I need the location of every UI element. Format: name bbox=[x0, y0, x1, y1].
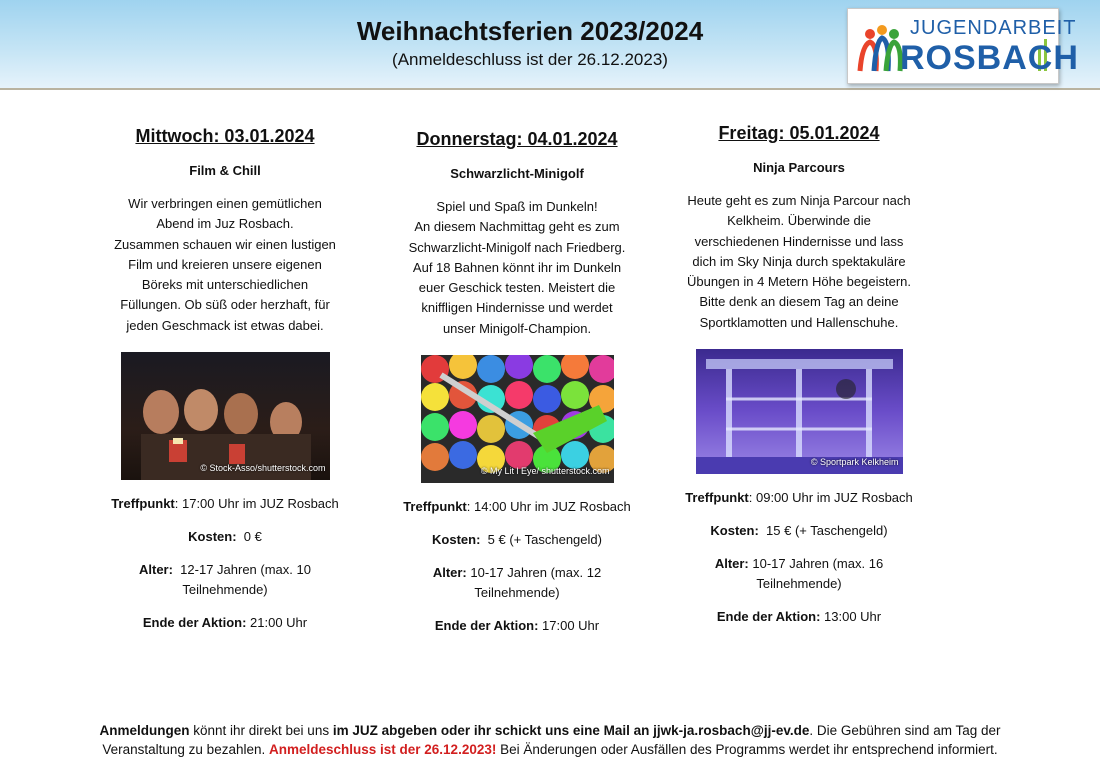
ninja-parcours-hall-photo bbox=[696, 349, 903, 474]
event-day: Donnerstag: 04.01.2024 bbox=[416, 129, 618, 149]
event-title: Film & Chill bbox=[189, 163, 261, 178]
footer-anmeldungen: Anmeldungen bbox=[99, 723, 190, 738]
page-subtitle: (Anmeldeschluss ist der 26.12.2023) bbox=[392, 50, 668, 69]
event-column-friday bbox=[674, 121, 924, 640]
photo-credit: © My Lit l Eye/ shutterstock.com bbox=[480, 465, 610, 476]
ende-line: Ende der Aktion: 17:00 Uhr bbox=[434, 618, 600, 634]
event-title: Ninja Parcours bbox=[753, 160, 845, 175]
kosten-line: Kosten: 15 € (+ Taschengeld) bbox=[710, 523, 888, 539]
event-day: Mittwoch: 03.01.2024 bbox=[135, 126, 315, 146]
footer-email-text: im JUZ abgeben oder ihr schickt uns eine Mail an jjwk-ja.rosbach@jj-ev.de bbox=[332, 723, 810, 738]
minigolf-balls-photo bbox=[421, 355, 614, 483]
event-day: Freitag: 05.01.2024 bbox=[718, 123, 880, 143]
registration-footer: Anmeldungen könnt ihr direkt bei uns im JUZ abgeben oder ihr schickt uns eine Mail an jjwk-ja.rosbach@jj-ev.de. Die Gebühren sind am Tag der Veranstaltung zu bezahlen. Anmeldeschluss ist der 26.12.2023! Bei Änderungen oder Ausfällen des Programms werdet ihr entsprechend informiert. bbox=[99, 723, 1001, 757]
treffpunkt-line: Treffpunkt: 17:00 Uhr im JUZ Rosbach bbox=[111, 496, 339, 512]
event-description: Spiel und Spaß im Dunkeln! An diesem Nachmittag geht es zum Schwarzlicht-Minigolf nach Friedberg. Auf 18 Bahnen könnt ihr im Dunkeln euer Geschick testen. Meistert die kniffligen Hindernisse und werdet unser Minigolf-Champion. bbox=[408, 199, 626, 336]
alter-line: Alter: 10-17 Jahren (max. 16 Teilnehmende) bbox=[714, 556, 884, 592]
ende-line: Ende der Aktion: 13:00 Uhr bbox=[716, 609, 882, 625]
logo-text-top: JUGENDARBEIT bbox=[910, 17, 1077, 39]
event-title: Schwarzlicht-Minigolf bbox=[450, 166, 584, 181]
ende-line: Ende der Aktion: 21:00 Uhr bbox=[142, 615, 308, 631]
event-info bbox=[674, 488, 924, 627]
treffpunkt-line: Treffpunkt: 14:00 Uhr im JUZ Rosbach bbox=[403, 499, 631, 515]
alter-line: Alter: 12-17 Jahren (max. 10 Teilnehmende) bbox=[139, 562, 311, 598]
treffpunkt-line: Treffpunkt: 09:00 Uhr im JUZ Rosbach bbox=[685, 490, 913, 506]
event-info bbox=[392, 497, 642, 636]
event-column-thursday bbox=[392, 127, 642, 649]
page-title: Weihnachtsferien 2023/2024 bbox=[356, 16, 704, 46]
event-column-wednesday bbox=[100, 124, 350, 646]
event-info bbox=[100, 494, 350, 633]
alter-line: Alter: 10-17 Jahren (max. 12 Teilnehmende) bbox=[432, 565, 602, 601]
logo-text-bottom: ROSBACH bbox=[900, 39, 1079, 77]
photo-credit: © Stock-Asso/shutterstock.com bbox=[200, 462, 326, 473]
cinema-audience-photo bbox=[121, 352, 330, 480]
photo-credit: © Sportpark Kelkheim bbox=[810, 456, 899, 467]
event-description: Wir verbringen einen gemütlichen Abend im Juz Rosbach. Zusammen schauen wir einen lustigen Film und kreieren unsere eigenen Böreks mit unterschiedlichen Füllungen. Ob süß oder herzhaft, für jeden Geschmack ist etwas dabei. bbox=[114, 196, 336, 333]
kosten-line: Kosten: 0 € bbox=[188, 529, 262, 545]
kosten-line: Kosten: 5 € (+ Taschengeld) bbox=[432, 532, 602, 548]
footer-deadline: Anmeldeschluss ist der 26.12.2023! bbox=[268, 742, 497, 757]
jugendarbeit-rosbach-logo bbox=[847, 8, 1079, 84]
event-description: Heute geht es zum Ninja Parcour nach Kelkheim. Überwinde die verschiedenen Hindernisse und lass dich im Sky Ninja durch spektakuläre Übungen in 4 Metern Höhe begeistern. Bitte denk an diesem Tag an deine Sportklamotten und Hallenschuhe. bbox=[686, 193, 912, 330]
